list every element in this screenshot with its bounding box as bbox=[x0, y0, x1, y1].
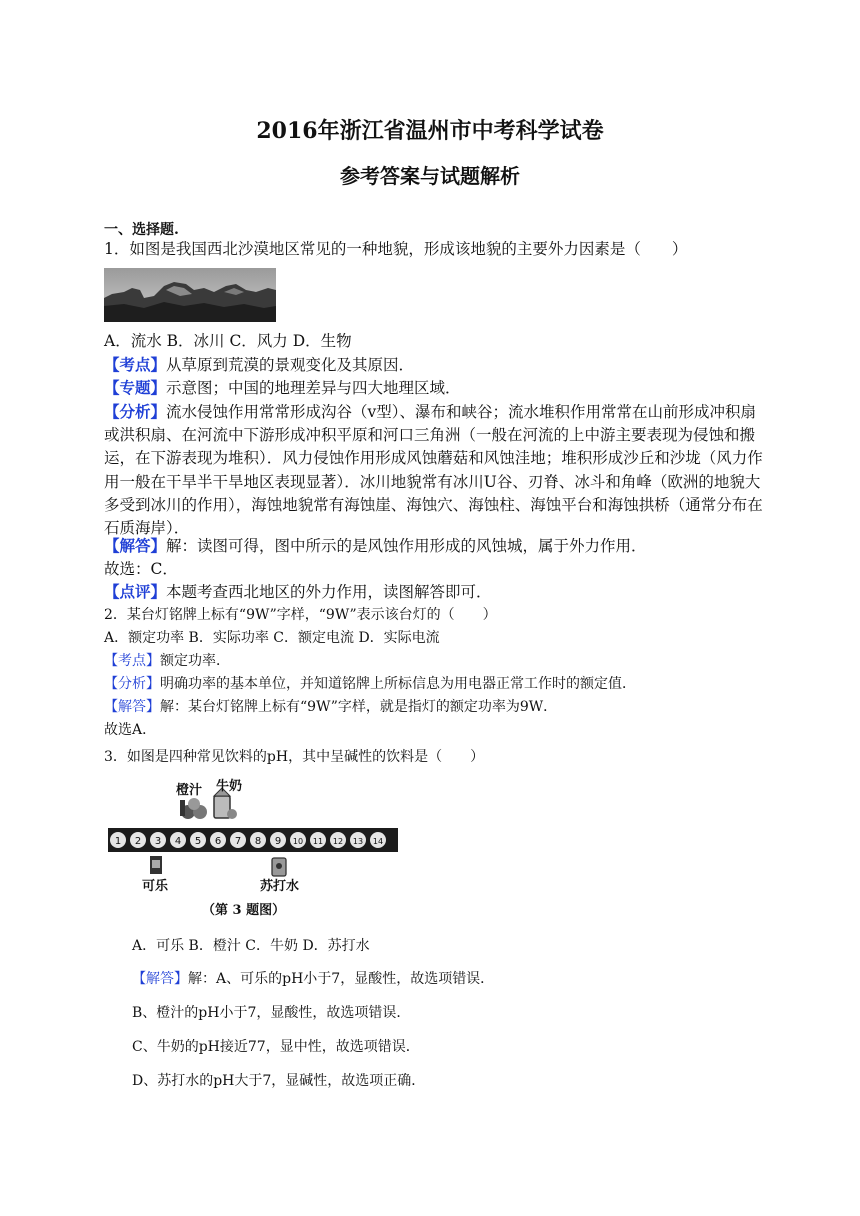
q2-jieda bbox=[104, 696, 557, 716]
q1-landform-photo bbox=[104, 268, 276, 322]
q1-jieda bbox=[104, 535, 647, 558]
ph-cell-label: 1 bbox=[114, 836, 122, 847]
ph-cell-label: 8 bbox=[254, 836, 262, 847]
jieda-tag: 【解答】 bbox=[104, 699, 160, 715]
fenxi-tag: 【分析】 bbox=[104, 676, 160, 692]
q1-fenxi bbox=[104, 400, 764, 540]
dianping-text: 本题考查西北地区的外力作用，读图解答即可． bbox=[166, 583, 492, 601]
ph-cell-label: 12 bbox=[332, 837, 344, 846]
q1-kaodian bbox=[104, 354, 414, 377]
soda-icon bbox=[272, 858, 286, 876]
jieda-tag: 【解答】 bbox=[104, 536, 167, 555]
q1-options: A．流水 B．冰川 C．风力 D．生物 bbox=[104, 332, 352, 350]
q1-zhuanti bbox=[104, 377, 461, 400]
ph-cell-label: 13 bbox=[352, 837, 364, 846]
jieda-text: 解：某台灯铭牌上标有“9W”字样，就是指灯的额定功率为9W． bbox=[160, 699, 558, 715]
ph-cell-label: 9 bbox=[274, 836, 282, 847]
zhuanti-tag: 【专题】 bbox=[104, 378, 167, 397]
label-orange: 橙汁 bbox=[176, 783, 203, 798]
ph-cell-label: 10 bbox=[292, 837, 304, 846]
ph-cell-label: 2 bbox=[134, 836, 142, 847]
ph-cell-label: 7 bbox=[234, 836, 242, 847]
zhuanti-text: 示意图；中国的地理差异与四大地理区域． bbox=[166, 379, 461, 397]
jieda-line-a: 解：A、可乐的pH小于7，显酸性，故选项错误． bbox=[188, 971, 495, 987]
kaodian-text: 从草原到荒漠的景观变化及其原因． bbox=[166, 356, 415, 374]
jieda-tag: 【解答】 bbox=[132, 971, 188, 987]
page-subtitle: 参考答案与试题解析 bbox=[340, 164, 520, 188]
fenxi-tag: 【分析】 bbox=[104, 402, 167, 421]
ph-cell-label: 3 bbox=[154, 836, 162, 847]
ph-cell-label: 14 bbox=[372, 837, 384, 846]
q2-fenxi bbox=[104, 673, 636, 693]
section-heading: 一、选择题. bbox=[104, 222, 179, 238]
q3-ph-figure bbox=[104, 776, 404, 920]
label-cola: 可乐 bbox=[142, 879, 169, 894]
q3-stem: 3．如图是四种常见饮料的pH，其中呈碱性的饮料是（ ） bbox=[104, 749, 485, 765]
label-milk: 牛奶 bbox=[216, 779, 243, 794]
q3-jieda-c: C、牛奶的pH接近77，显中性，故选项错误． bbox=[132, 1039, 420, 1055]
kaodian-text: 额定功率． bbox=[160, 653, 230, 669]
q1-stem: 1．如图是我国西北沙漠地区常见的一种地貌，形成该地貌的主要外力因素是（ ） bbox=[104, 240, 688, 258]
ph-cell-label: 6 bbox=[214, 836, 222, 847]
fenxi-text: 明确功率的基本单位，并知道铭牌上所标信息为用电器正常工作时的额定值． bbox=[160, 676, 636, 692]
orange-juice-icon bbox=[180, 798, 207, 819]
fenxi-text: 流水侵蚀作用常常形成沟谷（v型）、瀑布和峡谷；流水堆积作用常常在山前形成冲积扇或洪积扇、在河流中下游形成冲积平原和河口三角洲（一般在河流的上中游主要表现为侵蚀和搬运，在下游表现为堆积）．风力侵蚀作用形成风蚀蘑菇和风蚀洼地；堆积形成沙丘和沙垅（风力作用一般在干旱半干旱地区表现显著）．冰川地貌常有冰川U谷、刃脊、冰斗和角峰（欧洲的地貌大多受到冰川的作用），海蚀地貌常有海蚀崖、海蚀穴、海蚀柱、海蚀平台和海蚀拱桥（通常分布在石质海岸）． bbox=[104, 403, 763, 538]
q1-choice: 故选：C． bbox=[104, 560, 178, 578]
q2-stem: 2．某台灯铭牌上标有“9W”字样，“9W”表示该台灯的（ ） bbox=[104, 607, 497, 623]
q3-jieda-b: B、橙汁的pH小于7，显酸性，故选项错误． bbox=[132, 1005, 411, 1021]
ph-cell-label: 5 bbox=[194, 836, 202, 847]
jieda-text: 解：读图可得，图中所示的是风蚀作用形成的风蚀城，属于外力作用． bbox=[166, 537, 647, 555]
q2-kaodian bbox=[104, 650, 230, 670]
q3-jieda-d: D、苏打水的pH大于7，显碱性，故选项正确． bbox=[132, 1073, 426, 1089]
q2-choice: 故选A． bbox=[104, 722, 157, 738]
page-title: 2016年浙江省温州市中考科学试卷 bbox=[256, 118, 604, 144]
q3-options: A．可乐 B．橙汁 C．牛奶 D．苏打水 bbox=[132, 938, 370, 954]
q1-dianping bbox=[104, 581, 492, 604]
ph-cell-label: 11 bbox=[312, 837, 324, 846]
label-soda: 苏打水 bbox=[260, 879, 300, 894]
kaodian-tag: 【考点】 bbox=[104, 653, 160, 669]
cola-icon bbox=[150, 856, 162, 874]
figure-caption: （第 3 题图） bbox=[202, 903, 286, 918]
q2-options: A．额定功率 B．实际功率 C．额定电流 D．实际电流 bbox=[104, 630, 440, 646]
ph-cell-label: 4 bbox=[174, 836, 182, 847]
q3-jieda-a bbox=[132, 968, 494, 988]
kaodian-tag: 【考点】 bbox=[104, 355, 167, 374]
dianping-tag: 【点评】 bbox=[104, 582, 167, 601]
